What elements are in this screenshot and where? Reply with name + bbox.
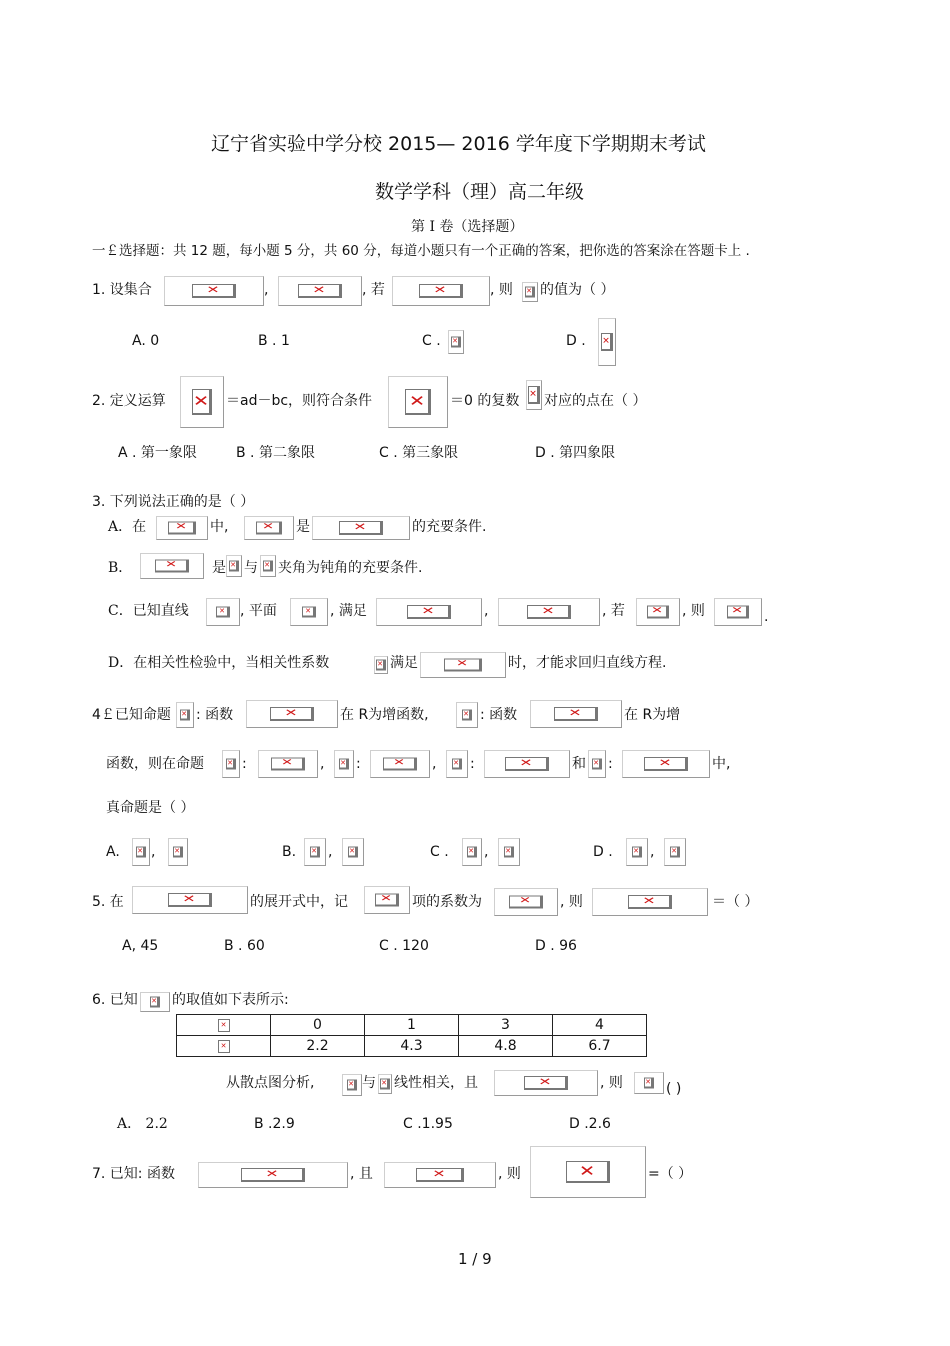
q3-text: 的充要条件. <box>412 519 487 535</box>
formula-image <box>244 516 294 540</box>
q3-text: , 满足 <box>330 603 367 619</box>
formula-image <box>342 1074 362 1096</box>
q6-value-table <box>176 1014 647 1057</box>
formula-image <box>132 838 150 866</box>
exam-subtitle: 数学学科（理）高二年级 <box>375 181 585 203</box>
q7-text: , 则 <box>498 1166 521 1182</box>
formula-image <box>312 516 410 540</box>
matrix-image <box>388 376 448 428</box>
q3-text: 是 <box>212 560 226 576</box>
q4-text: 在 R为增 <box>624 707 681 723</box>
q3-option-d: D．在相关性检验中，当相关性系数 <box>108 655 330 671</box>
formula-image <box>484 750 570 778</box>
q5-text: 项的系数为 <box>412 894 482 910</box>
q3-text: 夹角为钝角的充要条件. <box>278 560 423 576</box>
q1-option-a: A. 0 <box>132 333 160 349</box>
q5-option-d: D . 96 <box>535 938 577 954</box>
formula-image <box>140 992 170 1012</box>
q6-text: 与 <box>362 1075 376 1091</box>
formula-image <box>334 750 354 778</box>
q3-option-c: C．已知直线 <box>108 603 189 619</box>
formula-image <box>164 276 264 306</box>
matrix-image <box>180 376 224 428</box>
formula-image <box>626 838 648 866</box>
formula-image <box>370 750 430 778</box>
q2-text: ＝0 的复数 <box>450 393 520 409</box>
q6-text: 线性相关，且 <box>394 1075 478 1091</box>
q1-option-c: C . <box>422 333 441 349</box>
q6-option-c: C .1.95 <box>403 1116 453 1132</box>
q4-text: 真命题是（ ） <box>106 800 195 816</box>
formula-image <box>494 1070 598 1096</box>
formula-image <box>588 750 606 778</box>
q3-text: 满足 <box>390 655 418 671</box>
table-cell: 0 <box>271 1015 365 1036</box>
q1-text: , 则 <box>490 282 513 298</box>
formula-image <box>526 380 542 410</box>
q7-text: =（ ） <box>648 1166 693 1182</box>
formula-image <box>446 750 468 778</box>
q6-text: 的取值如下表所示: <box>172 992 289 1008</box>
table-cell: 4.8 <box>459 1036 553 1057</box>
formula-image <box>664 838 686 866</box>
formula-image <box>384 1162 496 1188</box>
q4-stem: 4￡已知命题 <box>92 707 171 723</box>
q5-stem: 5. 在 <box>92 894 124 910</box>
table-cell: 4 <box>553 1015 647 1036</box>
q5-text: 的展开式中，记 <box>250 894 348 910</box>
table-cell <box>177 1015 271 1036</box>
q6-option-a: A． 2.2 <box>117 1116 168 1132</box>
formula-image <box>290 598 328 626</box>
formula-image <box>522 282 538 302</box>
table-cell: 2.2 <box>271 1036 365 1057</box>
q3-text: , 平面 <box>240 603 277 619</box>
q4-option-b: B. <box>282 844 297 860</box>
q2-text: ＝ad－bc，则符合条件 <box>226 393 373 409</box>
q4-text: , <box>484 844 489 860</box>
formula-image <box>494 888 558 916</box>
q4-option-c: C . <box>430 844 449 860</box>
q7-stem: 7. 已知: 函数 <box>92 1166 175 1182</box>
q6-text: , 则 <box>600 1075 623 1091</box>
q3-option-a: A．在 <box>108 519 147 535</box>
q2-option-d: D . 第四象限 <box>535 445 616 461</box>
formula-image <box>462 838 482 866</box>
page-number: 1 / 9 <box>458 1250 492 1268</box>
q3-text: . <box>764 609 769 625</box>
q2-option-b: B . 第二象限 <box>236 445 315 461</box>
q5-option-a: A, 45 <box>122 938 159 954</box>
formula-image <box>246 700 338 728</box>
formula-image: ✕ <box>218 1040 230 1053</box>
q2-text: 对应的点在（ ） <box>544 393 647 409</box>
q2-option-c: C . 第三象限 <box>379 445 459 461</box>
q3-text: , 若 <box>602 603 625 619</box>
formula-image <box>222 750 240 778</box>
formula-image <box>226 555 242 577</box>
formula-image <box>198 1162 348 1188</box>
q4-text: , <box>151 844 156 860</box>
q4-text: : 函数 <box>196 707 234 723</box>
table-cell <box>177 1036 271 1057</box>
q2-stem: 2. 定义运算 <box>92 393 166 409</box>
q4-text: 函数，则在命题 <box>106 756 204 772</box>
q4-text: 和 <box>572 756 586 772</box>
formula-image <box>498 838 520 866</box>
q3-text: 时，才能求回归直线方程. <box>508 655 667 671</box>
q4-option-a: A. <box>106 844 120 860</box>
q4-text: : 函数 <box>480 707 518 723</box>
q1-text: , 若 <box>362 282 385 298</box>
q1-option-d: D . <box>566 333 586 349</box>
q1-stem: 1. 设集合 <box>92 282 152 298</box>
q5-option-b: B . 60 <box>224 938 265 954</box>
q1-text: 的值为（ ） <box>540 282 615 298</box>
formula-image <box>634 1072 664 1094</box>
q4-text: : <box>356 756 361 772</box>
q6-text: 从散点图分析, <box>226 1075 315 1091</box>
q6-text: ( ) <box>666 1081 682 1097</box>
formula-image <box>206 598 240 626</box>
instructions: 一￡选择题：共 12 题，每小题 5 分，共 60 分，每道小题只有一个正确的答案，把你选的答案涂在答题卡上 . <box>92 243 750 259</box>
q4-option-d: D . <box>593 844 613 860</box>
formula-image <box>456 702 478 728</box>
formula-image <box>374 656 388 674</box>
table-row <box>177 1036 647 1057</box>
table-cell: 6.7 <box>553 1036 647 1057</box>
formula-image <box>364 886 410 914</box>
formula-image <box>392 276 490 306</box>
q3-text: 中, <box>210 519 229 535</box>
formula-image <box>530 1146 646 1198</box>
q4-text: , <box>320 756 325 772</box>
formula-image <box>278 276 362 306</box>
q6-stem: 6. 已知 <box>92 992 138 1008</box>
formula-image <box>592 888 708 916</box>
q5-option-c: C . 120 <box>379 938 429 954</box>
formula-image <box>342 838 364 866</box>
formula-image <box>304 838 326 866</box>
formula-image <box>156 516 208 540</box>
formula-image <box>140 553 204 579</box>
formula-image <box>132 886 248 914</box>
formula-image <box>378 1074 392 1094</box>
section-heading: 第 I 卷（选择题） <box>411 219 524 235</box>
formula-image <box>168 838 188 866</box>
formula-image <box>498 598 600 626</box>
q4-text: : <box>242 756 247 772</box>
table-row <box>177 1015 647 1036</box>
q4-text: , <box>650 844 655 860</box>
q6-option-d: D .2.6 <box>569 1116 611 1132</box>
q4-text: 在 R为增函数, <box>340 707 429 723</box>
formula-image <box>420 652 506 678</box>
q3-option-b: B． <box>108 560 133 576</box>
formula-image <box>376 598 482 626</box>
q2-option-a: A . 第一象限 <box>118 445 197 461</box>
q3-text: 与 <box>244 560 258 576</box>
exam-title: 辽宁省实验中学分校 2015— 2016 学年度下学期期末考试 <box>211 133 706 155</box>
table-cell: 4.3 <box>365 1036 459 1057</box>
q3-text: , <box>484 603 489 619</box>
formula-image <box>530 700 622 728</box>
table-cell: 1 <box>365 1015 459 1036</box>
q5-text: , 则 <box>560 894 583 910</box>
formula-image <box>258 750 318 778</box>
q1-text: , <box>264 282 269 298</box>
formula-image <box>714 598 762 626</box>
formula-image <box>636 598 680 626</box>
formula-image <box>260 555 276 577</box>
q3-text: , 则 <box>682 603 705 619</box>
q4-text: : <box>470 756 475 772</box>
q4-text: 中, <box>712 756 731 772</box>
formula-image <box>598 318 616 366</box>
q1-option-b: B . 1 <box>258 333 290 349</box>
formula-image <box>448 330 464 354</box>
formula-image <box>176 702 194 728</box>
formula-image <box>622 750 710 778</box>
q5-text: ＝（ ） <box>712 894 759 910</box>
table-cell: 3 <box>459 1015 553 1036</box>
q4-text: , <box>432 756 437 772</box>
q4-text: , <box>328 844 333 860</box>
q7-text: , 且 <box>350 1166 373 1182</box>
q3-stem: 3. 下列说法正确的是（ ） <box>92 494 255 510</box>
q4-text: : <box>608 756 613 772</box>
q3-text: 是 <box>296 519 310 535</box>
q6-option-b: B .2.9 <box>254 1116 295 1132</box>
formula-image: ✕ <box>218 1019 230 1032</box>
